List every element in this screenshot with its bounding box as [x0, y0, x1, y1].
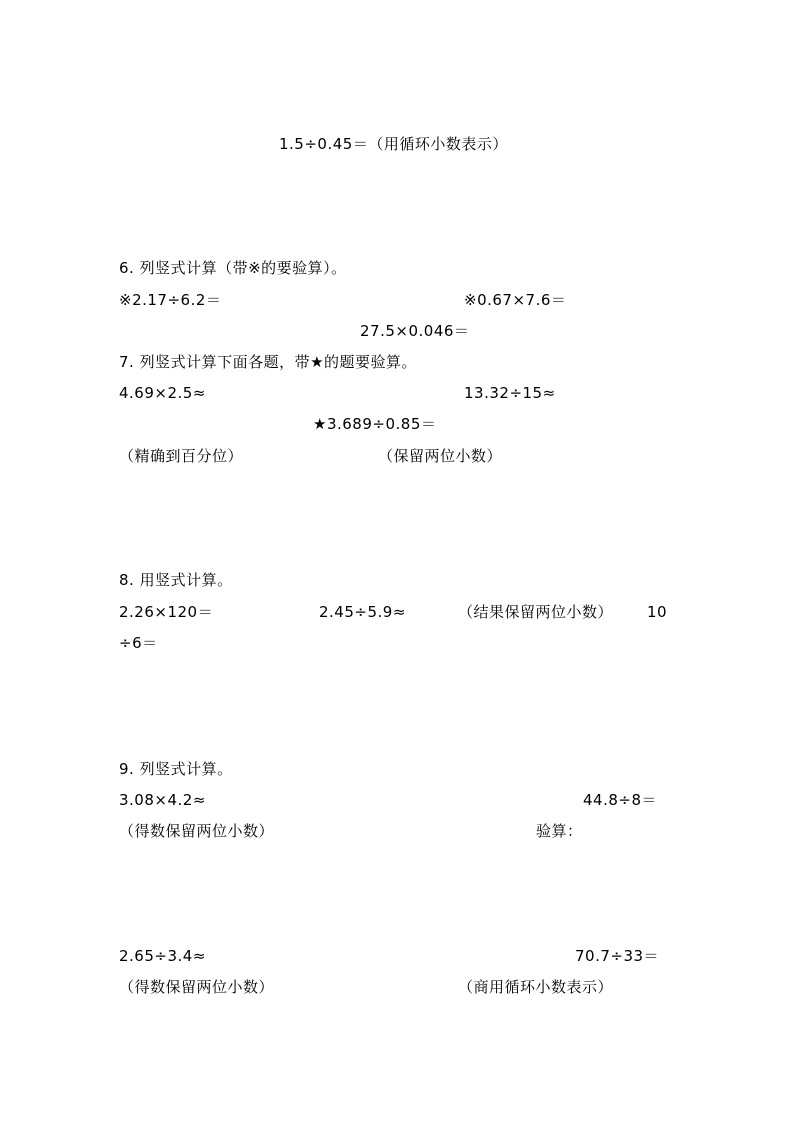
- q8-problem-b-note: （结果保留两位小数）: [458, 603, 614, 621]
- q8-problem-a: 2.26×120＝: [119, 603, 214, 621]
- q6-title: 6. 列竖式计算（带※的要验算）。: [119, 259, 347, 277]
- q7-problem-b: 13.32÷15≈: [464, 384, 556, 402]
- q8-problem-c-part2: ÷6＝: [119, 634, 158, 652]
- q9-problem-d: 70.7÷33＝: [575, 947, 660, 965]
- q7-note-a: （精确到百分位）: [119, 447, 244, 465]
- q8-problem-c-part1: 10: [647, 603, 668, 621]
- q9-title: 9. 列竖式计算。: [119, 760, 233, 778]
- q9-problem-a: 3.08×4.2≈: [119, 791, 206, 809]
- q6-problem-a: ※2.17÷6.2＝: [119, 291, 222, 309]
- q7-title: 7. 列竖式计算下面各题，带★的题要验算。: [119, 353, 418, 371]
- q9-problem-b: 44.8÷8＝: [583, 791, 658, 809]
- q7-note-b: （保留两位小数）: [378, 447, 503, 465]
- q8-problem-b: 2.45÷5.9≈: [319, 603, 406, 621]
- q6-problem-c: 27.5×0.046＝: [360, 322, 470, 340]
- q7-problem-c: ★3.689÷0.85＝: [313, 415, 437, 433]
- q9-problem-b-note: 验算：: [536, 822, 583, 840]
- problem-top: 1.5÷0.45＝（用循环小数表示）: [279, 135, 508, 153]
- q9-problem-c: 2.65÷3.4≈: [119, 947, 206, 965]
- q8-title: 8. 用竖式计算。: [119, 571, 233, 589]
- q9-problem-d-note: （商用循环小数表示）: [458, 978, 614, 996]
- q9-problem-c-note: （得数保留两位小数）: [119, 978, 275, 996]
- q6-problem-b: ※0.67×7.6＝: [464, 291, 567, 309]
- q7-problem-a: 4.69×2.5≈: [119, 384, 206, 402]
- q9-problem-a-note: （得数保留两位小数）: [119, 822, 275, 840]
